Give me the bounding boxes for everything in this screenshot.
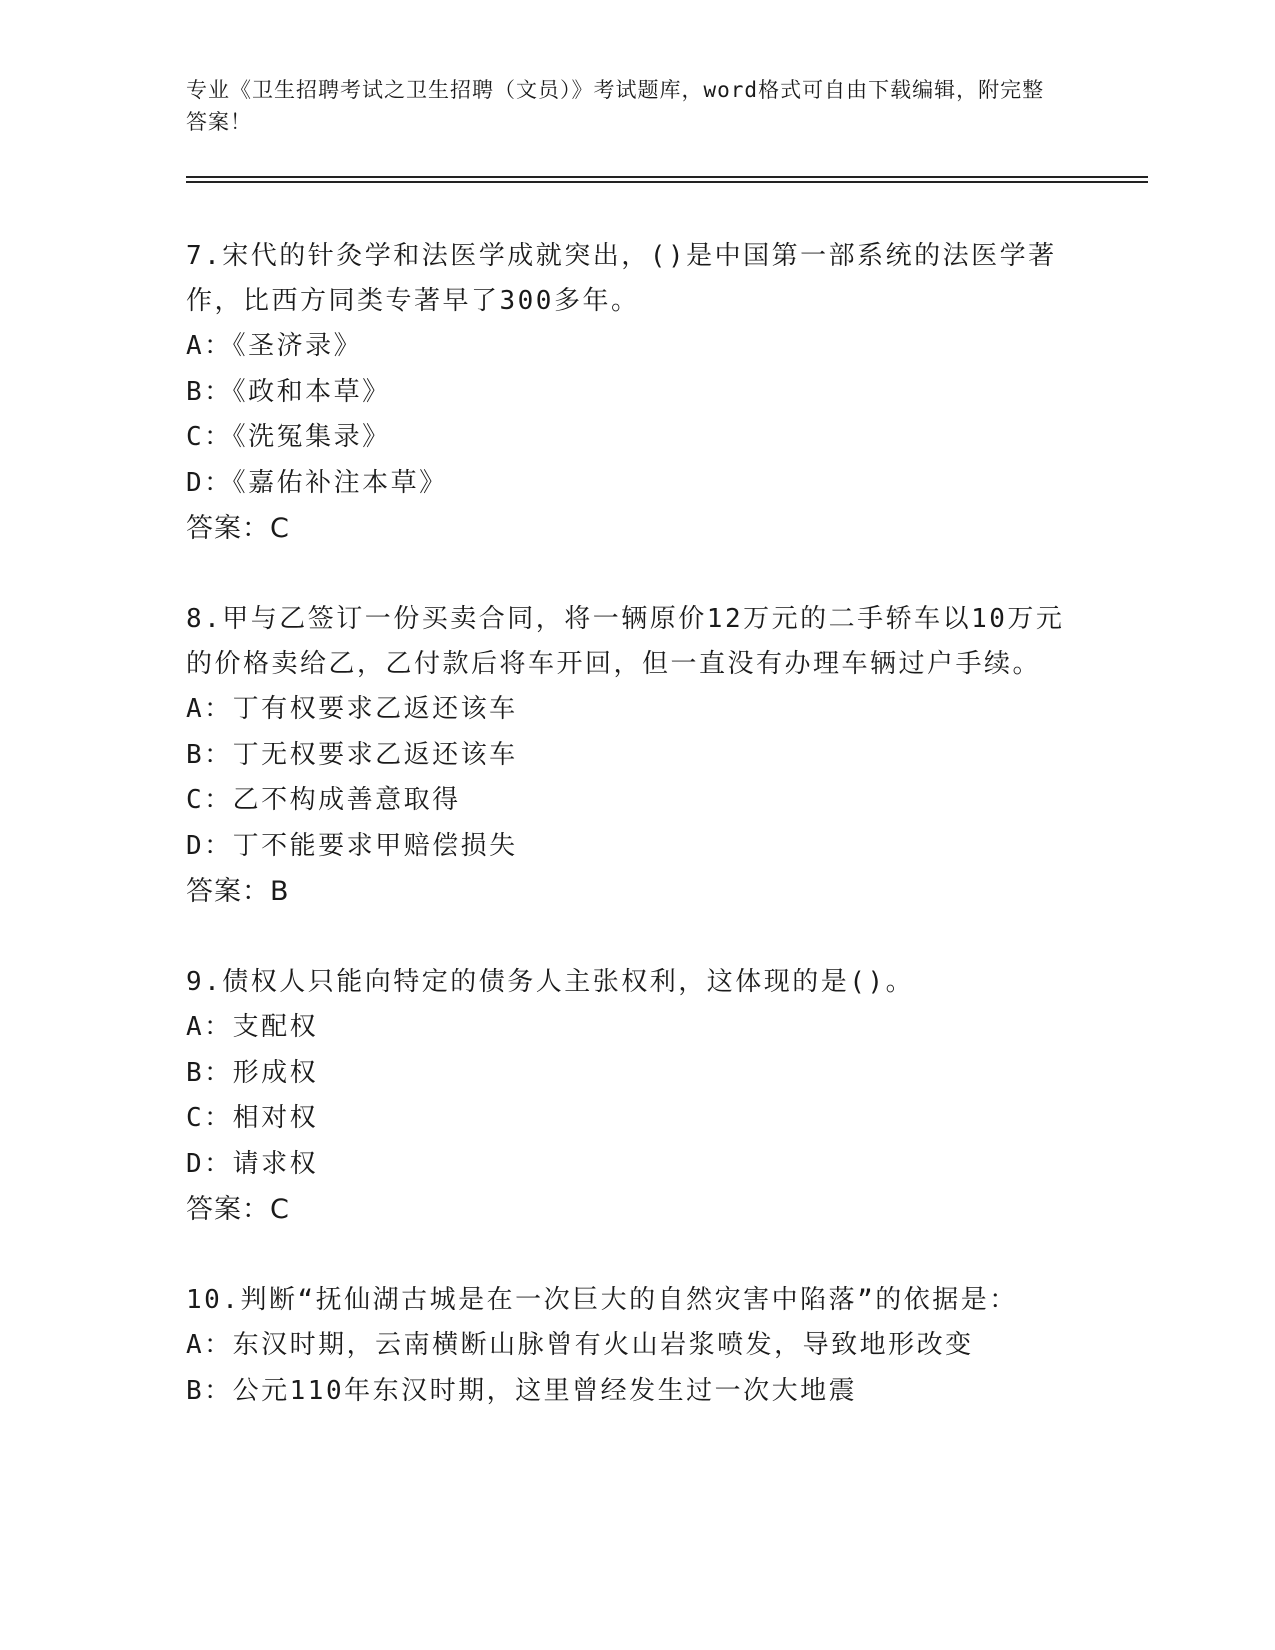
header-divider-bottom [186, 181, 1148, 183]
option-b: B：形成权 [186, 1057, 319, 1088]
option-b: B：丁无权要求乙返还该车 [186, 739, 518, 770]
option-a: A：东汉时期，云南横断山脉曾有火山岩浆喷发，导致地形改变 [186, 1330, 974, 1360]
answer: 答案：B [186, 876, 290, 907]
option-b: B：《政和本草》 [186, 376, 391, 407]
question-text: 9.债权人只能向特定的债务人主张权利，这体现的是()。 [186, 967, 915, 997]
question-9 [186, 960, 1086, 1233]
option-d: D：丁不能要求甲赔偿损失 [186, 830, 518, 861]
option-d: D：《嘉佑补注本草》 [186, 467, 448, 498]
answer: 答案：C [186, 1194, 290, 1225]
option-a: A：《圣济录》 [186, 331, 363, 361]
option-a: A：支配权 [186, 1012, 319, 1042]
question-10 [186, 1278, 1086, 1414]
option-b: B：公元110年东汉时期，这里曾经发生过一次大地震 [186, 1375, 858, 1406]
document-header: 专业《卫生招聘考试之卫生招聘（文员）》考试题库，word格式可自由下载编辑，附完整答案！ [186, 78, 1045, 134]
header-divider-top [186, 176, 1148, 178]
question-7 [186, 234, 1086, 552]
option-a: A：丁有权要求乙返还该车 [186, 694, 518, 724]
option-d: D：请求权 [186, 1148, 319, 1179]
question-8 [186, 597, 1086, 915]
answer: 答案：C [186, 513, 290, 544]
question-text: 8.甲与乙签订一份买卖合同，将一辆原价12万元的二手轿车以10万元的价格卖给乙，乙付款后将车开回，但一直没有办理车辆过户手续。 [186, 604, 1065, 679]
option-c: C：乙不构成善意取得 [186, 785, 461, 815]
question-list [186, 234, 1086, 1414]
question-text: 10.判断“抚仙湖古城是在一次巨大的自然灾害中陷落”的依据是： [186, 1285, 1018, 1315]
option-c: C：相对权 [186, 1103, 319, 1133]
question-text: 7.宋代的针灸学和法医学成就突出，()是中国第一部系统的法医学著作，比西方同类专著早了300多年。 [186, 241, 1057, 316]
option-c: C：《洗冤集录》 [186, 422, 391, 452]
